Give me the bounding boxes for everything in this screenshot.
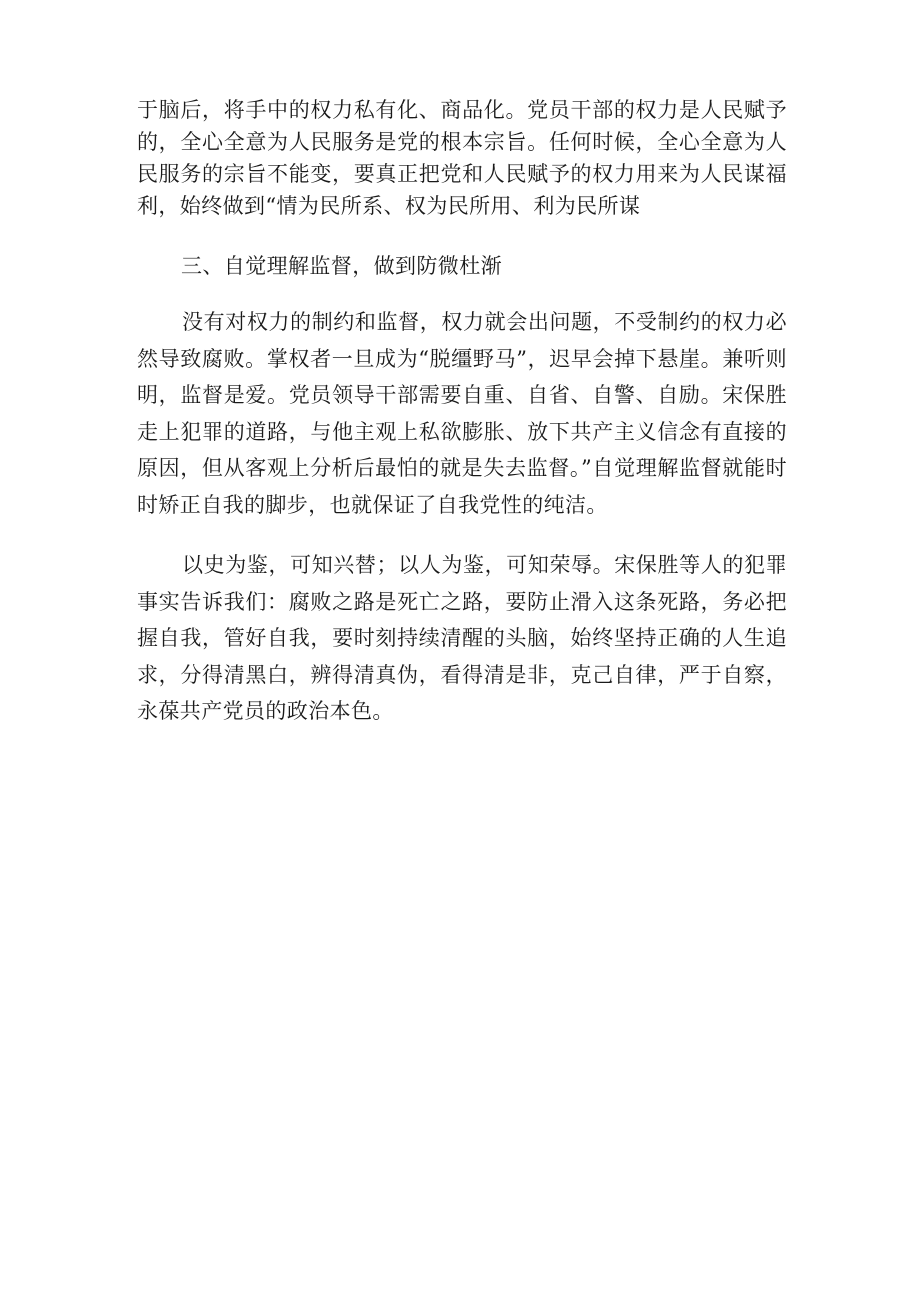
paragraph-supervision: 没有对权力的制约和监督，权力就会出问题，不受制约的权力必然导致腐败。掌权者一旦成为“脱缰野马”，迟早会掉下悬崖。兼听则明，监督是爱。党员领导干部需要自重、自省、自警、自励。宋保胜走上犯罪的道路，与他主观上私欲膨胀、放下共产主义信念有直接的原因，但从客观上分析后最怕的就是失去监督。”自觉理解监督就能时时矫正自我的脚步，也就保证了自我党性的纯洁。 bbox=[137, 310, 787, 517]
document-body bbox=[137, 94, 787, 730]
section-heading: 三、自觉理解监督，做到防微杜渐 bbox=[181, 254, 502, 278]
paragraph-conclusion: 以史为鉴，可知兴替；以人为鉴，可知荣辱。宋保胜等人的犯罪事实告诉我们：腐败之路是死亡之路，要防止滑入这条死路，务必把握自我，管好自我，要时刻持续清醒的头脑，始终坚持正确的人生追求，分得清黑白，辨得清真伪，看得清是非，克己自律，严于自察，永葆共产党员的政治本色。 bbox=[137, 553, 787, 723]
paragraph-continuation: 于脑后，将手中的权力私有化、商品化。党员干部的权力是人民赋予的，全心全意为人民服务是党的根本宗旨。任何时候，全心全意为人民服务的宗旨不能变，要真正把党和人民赋予的权力用来为人民谋福利，始终做到“情为民所系、权为民所用、利为民所谋 bbox=[137, 98, 787, 218]
